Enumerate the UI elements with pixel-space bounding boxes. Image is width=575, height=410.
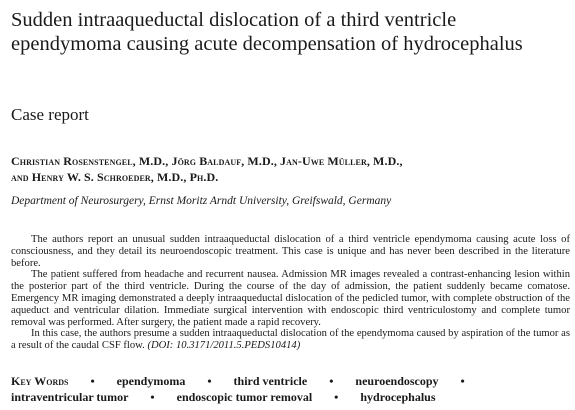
abstract-paragraph-2: The patient suffered from headache and recurrent nausea. Admission MR images revealed a contrast-enhancing lesion within the posterior part of the third ventricle. During the course of the day of admission, the patient suddenly became comatose. Emergency MR imaging demonstrated a deeply intraaqueductal dislocation of the pedicled tumor, with complete obstruction of the aqueduct and ventricular dilation. Immediate surgical intervention with endoscopic third ventriculostomy and complete tumor removal was performed. After surgery, the patient made a rapid recovery. — [11, 269, 570, 328]
article-subtitle: Case report — [11, 105, 89, 124]
keyword-separator: • — [329, 374, 334, 388]
keyword-separator: • — [334, 390, 339, 404]
keywords-row-1 — [11, 373, 570, 389]
author-list — [11, 153, 571, 185]
keywords-row-2 — [11, 389, 570, 405]
keyword-item: ependymoma — [116, 374, 186, 388]
keyword-item: hydrocephalus — [360, 390, 436, 404]
keyword-separator: • — [90, 374, 95, 388]
doi-reference: (DOI: 10.3171/2011.5.PEDS10414) — [147, 340, 301, 352]
keyword-item: endoscopic tumor removal — [176, 390, 313, 404]
keyword-separator: • — [207, 374, 212, 388]
abstract-paragraph-3 — [11, 328, 570, 352]
keyword-item: third ventricle — [233, 374, 308, 388]
keywords-label: Key Words — [11, 374, 69, 388]
abstract-paragraph-3-text: In this case, the authors presume a sudden intraaqueductal dislocation of the ependymoma caused by aspiration of the tumor as a result of the caudal CSF flow. — [11, 328, 570, 352]
abstract-paragraph-1: The authors report an unusual sudden intraaqueductal dislocation of a third ventricle ependymoma causing acute loss of consciousness, and they detail its neuroendoscopic treatment. This case is unique and has never been described in the literature before. — [11, 234, 570, 269]
article-title: Sudden intraaqueductal dislocation of a third ventricle ependymoma causing acute decompensation of hydrocephalus — [11, 9, 523, 55]
affiliation: Department of Neurosurgery, Ernst Moritz Arndt University, Greifswald, Germany — [11, 195, 392, 207]
keyword-separator: • — [460, 374, 465, 388]
author-line-1: Christian Rosenstengel, M.D., Jörg Baldauf, M.D., Jan-Uwe Müller, M.D., — [11, 154, 403, 168]
keyword-item: intraventricular tumor — [11, 390, 129, 404]
keyword-separator: • — [150, 390, 155, 404]
keywords-section — [11, 373, 570, 405]
author-line-2: and Henry W. S. Schroeder, M.D., Ph.D. — [11, 170, 219, 184]
keyword-item: neuroendoscopy — [355, 374, 439, 388]
abstract — [11, 234, 570, 352]
